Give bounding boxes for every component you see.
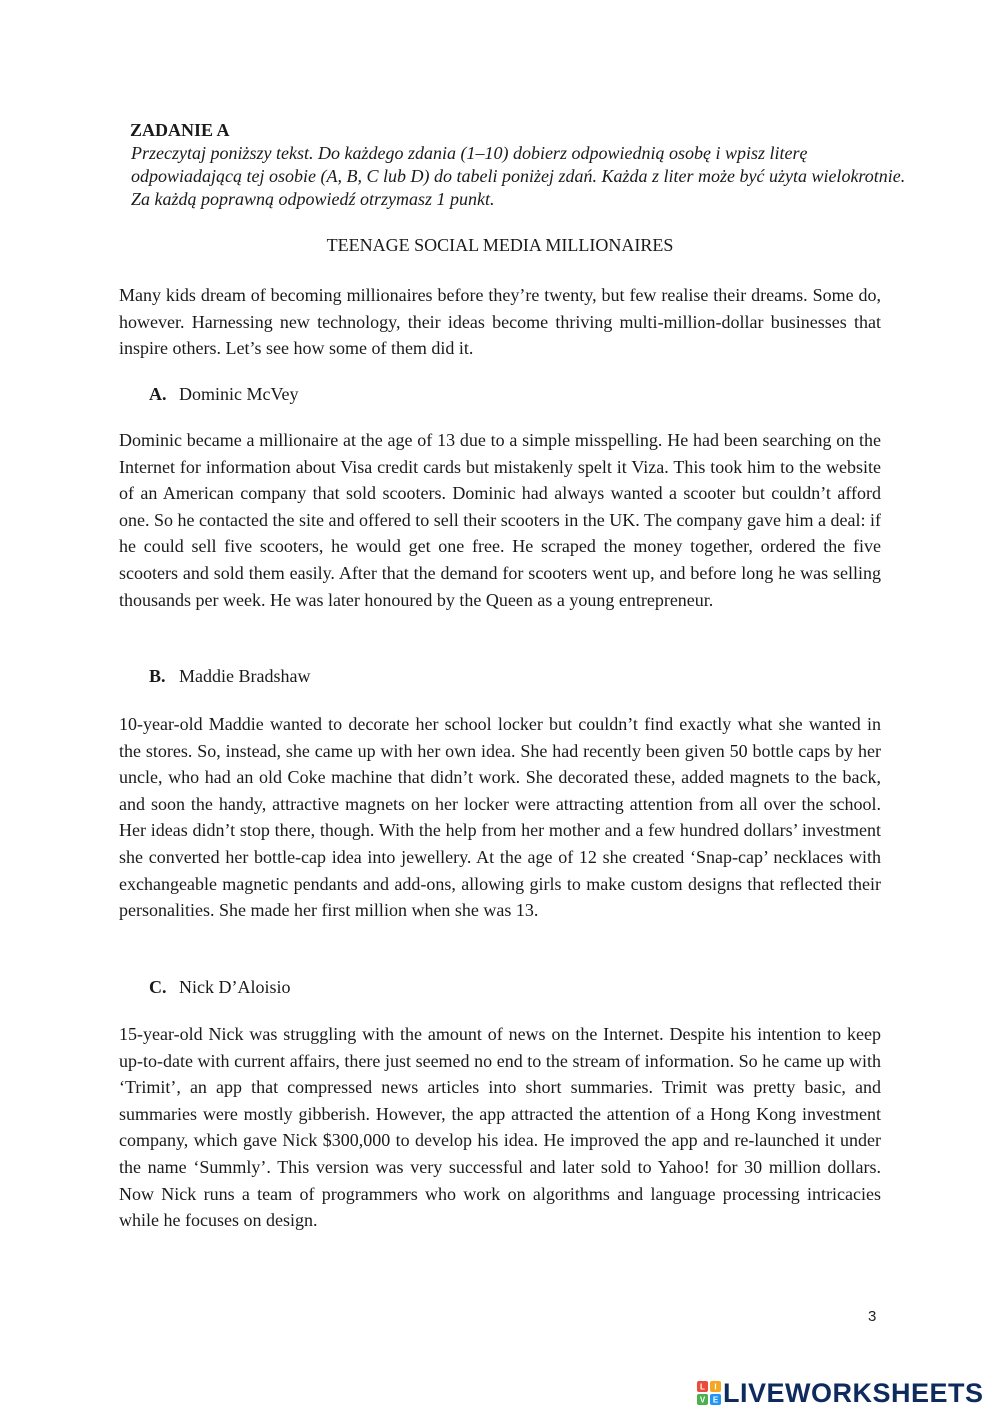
svg-text:V: V — [699, 1395, 706, 1405]
person-heading-b — [149, 664, 310, 688]
article-intro: Many kids dream of becoming millionaires before they’re twenty, but few realise their dreams. Some do, however. Harnessing new technology, their ideas become thriving multi-million-dollar businesses that inspire others. Let’s see how some of them did it. — [119, 285, 881, 359]
task-header — [130, 118, 920, 211]
article-title: TEENAGE SOCIAL MEDIA MILLIONAIRES — [326, 235, 674, 255]
page-number: 3 — [868, 1308, 877, 1325]
task-title: ZADANIE A — [130, 120, 230, 140]
person-name: Maddie Bradshaw — [179, 666, 311, 686]
person-text-c: 15-year-old Nick was struggling with the amount of news on the Internet. Despite his intention to keep up-to-date with current affairs, there just seemed no end to the stream of information. So he came up with ‘Trimit’, an app that compressed news articles into short summaries. Trimit was pretty basic, and summaries were mostly gibberish. However, the app attracted the attention of a Hong Kong investment company, which gave Nick $300,000 to develop his idea. He improved the app and re-launched it under the name ‘Summly’. This version was very successful and later sold to Yahoo! for 30 million dollars. Now Nick runs a team of programmers who work on algorithms and language processing intricacies while he focuses on design. — [119, 1024, 881, 1231]
task-instructions: Przeczytaj poniższy tekst. Do każdego zdania (1–10) dobierz odpowiednią osobę i wpisz literę odpowiadającą tej osobie (A, B, C lub D) do tabeli poniżej zdań. Każda z liter może być użyta wielokrotnie. Za każdą poprawną odpowiedź otrzymasz 1 punkt. — [131, 143, 906, 209]
person-letter: A. — [149, 384, 167, 404]
person-name: Nick D’Aloisio — [179, 977, 291, 997]
svg-text:I: I — [714, 1382, 717, 1392]
svg-text:E: E — [712, 1395, 719, 1405]
liveworksheets-watermark — [697, 1378, 984, 1408]
watermark-text: LIVEWORKSHEETS — [723, 1377, 984, 1408]
person-text-b: 10-year-old Maddie wanted to decorate her school locker but couldn’t find exactly what she wanted in the stores. So, instead, she came up with her own idea. She had recently been given 50 bottle caps by her uncle, who had an old Coke machine that didn’t work. She decorated these, added magnets to the back, and soon the handy, attractive magnets on her locker were attracting attention from all over the school. Her ideas didn’t stop there, though. With the help from her mother and a few hundred dollars’ investment she converted her bottle-cap idea into jewellery. At the age of 12 she created ‘Snap-cap’ necklaces with exchangeable magnetic pendants and add-ons, allowing girls to make custom designs that reflected their personalities. She made her first million when she was 13. — [119, 714, 881, 921]
person-heading-a — [149, 382, 298, 406]
svg-text:L: L — [700, 1382, 705, 1392]
person-name: Dominic McVey — [179, 384, 299, 404]
person-letter: C. — [149, 977, 167, 997]
liveworksheets-logo-icon — [697, 1381, 721, 1405]
person-heading-c — [149, 975, 291, 999]
person-text-a: Dominic became a millionaire at the age of 13 due to a simple misspelling. He had been searching on the Internet for information about Visa credit cards but mistakenly spelt it Viza. This took him to the website of an American company that sold scooters. Dominic had always wanted a scooter but couldn’t afford one. So he contacted the site and offered to sell their scooters in the UK. The company gave him a deal: if he could sell five scooters, he would get one free. He scraped the money together, ordered the five scooters and sold them easily. After that the demand for scooters went up, and before long he was selling thousands per week. He was later honoured by the Queen as a young entrepreneur. — [119, 430, 881, 610]
person-letter: B. — [149, 666, 166, 686]
